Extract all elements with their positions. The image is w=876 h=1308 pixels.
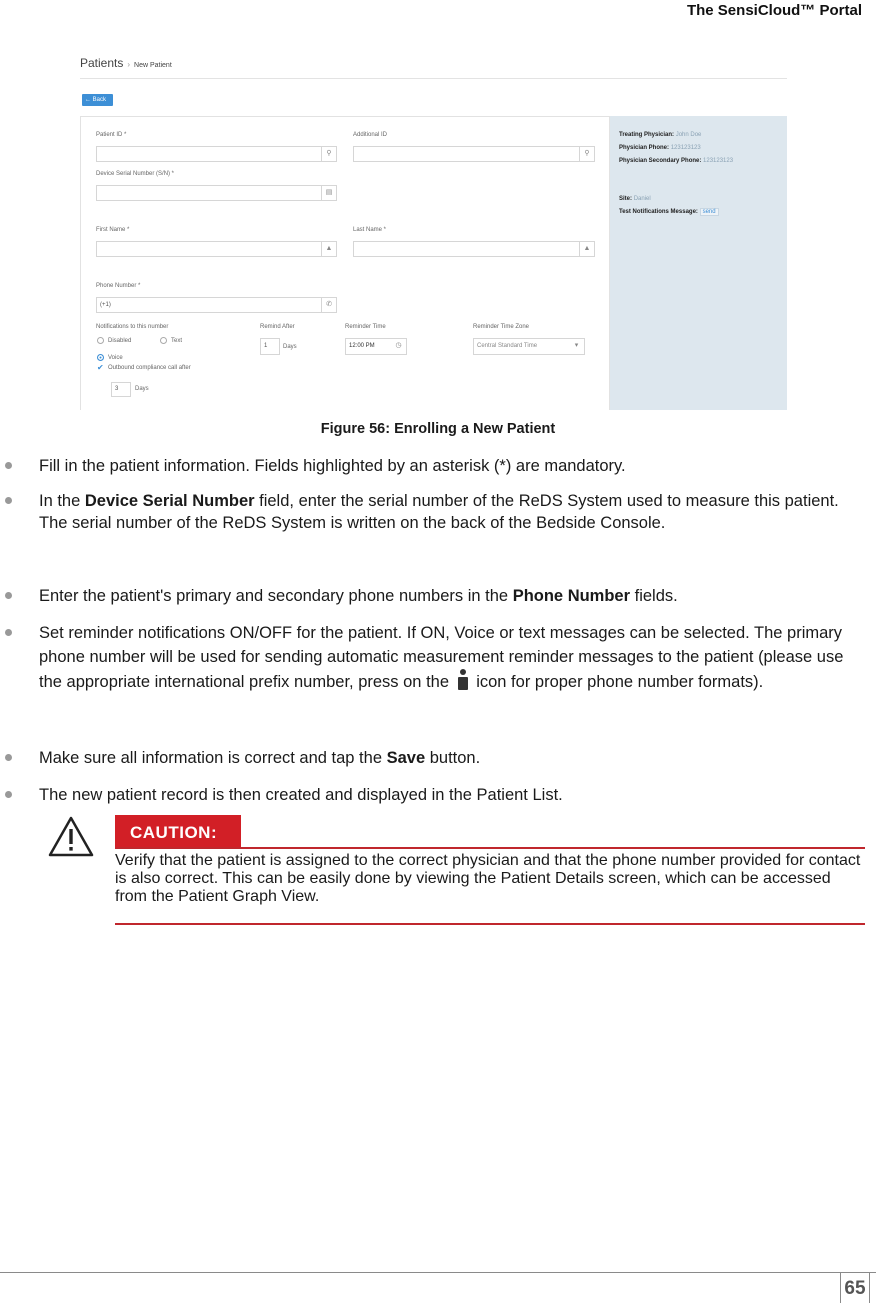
barcode-icon[interactable]: ▤ xyxy=(321,186,336,200)
search-icon[interactable]: ⚲ xyxy=(579,147,594,161)
reminder-timezone-label: Reminder Time Zone xyxy=(473,324,530,330)
caution-bottom-rule xyxy=(115,923,865,925)
treating-physician-row xyxy=(619,132,701,138)
running-header: The SensiCloud™ Portal xyxy=(686,2,862,19)
last-name-label: Last Name * xyxy=(353,227,387,233)
clock-icon[interactable]: ◷ xyxy=(395,342,402,349)
text-run: fields. xyxy=(630,587,678,605)
physician-phone-label: Physician Phone: xyxy=(619,145,670,151)
warning-icon xyxy=(48,815,94,857)
caution-top-rule xyxy=(115,847,865,849)
text-run: field, enter the serial number of the ReDS System used to measure this patient. The serial number of the ReDS System is written on the back of the Bedside Console. xyxy=(39,492,839,532)
save-term: Save xyxy=(386,749,426,767)
additional-id-input[interactable] xyxy=(353,146,595,162)
remind-after-input[interactable]: 1 xyxy=(260,338,280,355)
bullet-icon xyxy=(5,629,12,636)
caution-label: CAUTION: xyxy=(115,815,241,848)
bullet-icon xyxy=(5,497,12,504)
device-serial-input[interactable] xyxy=(96,185,337,201)
disabled-radio[interactable] xyxy=(97,337,104,344)
treating-physician-label: Treating Physician: xyxy=(619,132,675,138)
reminder-time-label: Reminder Time xyxy=(345,324,386,330)
text-run: Enter the patient's primary and secondary phone numbers in the xyxy=(39,587,513,605)
remind-after-unit: Days xyxy=(283,344,297,350)
phone-number-label: Phone Number * xyxy=(96,283,141,289)
user-icon: ▲ xyxy=(579,242,594,256)
bullet-icon xyxy=(5,462,12,469)
outbound-checkbox-icon[interactable]: ✔ xyxy=(97,363,104,372)
device-serial-label: Device Serial Number (S/N) * xyxy=(96,171,175,177)
treating-physician-value: John Doe xyxy=(675,132,702,138)
patient-id-label: Patient ID * xyxy=(96,132,127,138)
remind-after-label: Remind After xyxy=(260,324,295,330)
secondary-phone-value: 123123123 xyxy=(703,158,734,164)
info-icon xyxy=(456,669,470,691)
voice-option-label: Voice xyxy=(108,355,123,361)
text-radio[interactable] xyxy=(160,337,167,344)
breadcrumb-title[interactable]: Patients xyxy=(80,56,124,70)
site-value: Daniel xyxy=(633,196,651,202)
list-item-text xyxy=(39,585,865,607)
list-item-text: Fill in the patient information. Fields highlighted by an asterisk (*) are mandatory. xyxy=(39,457,626,475)
search-icon[interactable]: ⚲ xyxy=(321,147,336,161)
phone-icon: ✆ xyxy=(321,298,336,312)
text-run: button. xyxy=(425,749,481,767)
test-notification-row xyxy=(619,209,719,215)
outbound-label: Outbound compliance call after xyxy=(108,365,191,371)
secondary-phone-row xyxy=(619,158,733,164)
send-test-button[interactable]: send xyxy=(700,208,719,216)
list-item-text xyxy=(39,490,865,534)
list-item-text xyxy=(39,747,865,769)
reminder-timezone-value: Central Standard Time xyxy=(477,343,538,349)
disabled-option-label: Disabled xyxy=(108,338,132,344)
last-name-input[interactable] xyxy=(353,241,595,257)
reminder-timezone-select[interactable] xyxy=(473,338,585,355)
list-item-text xyxy=(39,622,865,695)
header-divider xyxy=(80,78,787,79)
physician-phone-value: 123123123 xyxy=(670,145,701,151)
test-notification-label: Test Notifications Message: xyxy=(619,209,698,215)
caution-text: Verify that the patient is assigned to the correct physician and that the phone number provided for contact is also correct. This can be easily done by viewing the Patient Details screen, which can be accessed from the Patient Graph View. xyxy=(115,852,861,905)
back-button[interactable]: ← Back xyxy=(82,94,113,106)
first-name-label: First Name * xyxy=(96,227,130,233)
notifications-label: Notifications to this number xyxy=(96,324,169,330)
phone-number-input[interactable] xyxy=(96,297,337,313)
text-run: icon for proper phone number formats). xyxy=(476,673,764,691)
reminder-time-value: 12:00 PM xyxy=(349,343,375,349)
user-icon: ▲ xyxy=(321,242,336,256)
text-run: Make sure all information is correct and tap the xyxy=(39,749,387,767)
new-patient-screenshot xyxy=(80,44,787,410)
physician-info-panel xyxy=(610,116,787,410)
additional-id-label: Additional ID xyxy=(353,132,388,138)
breadcrumb xyxy=(80,56,172,70)
reminder-time-input[interactable] xyxy=(345,338,407,355)
patient-id-input[interactable] xyxy=(96,146,337,162)
site-row xyxy=(619,196,651,202)
voice-radio[interactable] xyxy=(97,354,104,361)
phone-number-value: (+1) xyxy=(100,302,111,308)
physician-phone-row xyxy=(619,145,701,151)
breadcrumb-separator-icon: › xyxy=(127,60,131,69)
footer-rule xyxy=(0,1272,876,1273)
phone-number-term: Phone Number xyxy=(512,587,631,605)
chevron-down-icon: ▾ xyxy=(574,342,579,349)
site-label: Site: xyxy=(619,196,633,202)
list-item-text: The new patient record is then created and displayed in the Patient List. xyxy=(39,786,563,804)
text-run: Set reminder notifications ON/OFF for the patient. If ON, Voice or text messages can be selected. The primary phone number will be used for sending automatic measurement reminder messages to the patient (please use the appropriate international prefix number, press on the xyxy=(39,624,844,691)
page-number: 65 xyxy=(840,1273,870,1303)
outbound-days-unit: Days xyxy=(135,386,149,392)
bullet-icon xyxy=(5,592,12,599)
device-serial-term: Device Serial Number xyxy=(84,492,255,510)
text-option-label: Text xyxy=(171,338,183,344)
figure-caption: Figure 56: Enrolling a New Patient xyxy=(320,421,556,437)
outbound-days-input[interactable]: 3 xyxy=(111,382,131,397)
breadcrumb-current: New Patient xyxy=(134,62,172,69)
text-run: In the xyxy=(39,492,85,510)
first-name-input[interactable] xyxy=(96,241,337,257)
secondary-phone-label: Physician Secondary Phone: xyxy=(619,158,702,164)
bullet-icon xyxy=(5,754,12,761)
bullet-icon xyxy=(5,791,12,798)
